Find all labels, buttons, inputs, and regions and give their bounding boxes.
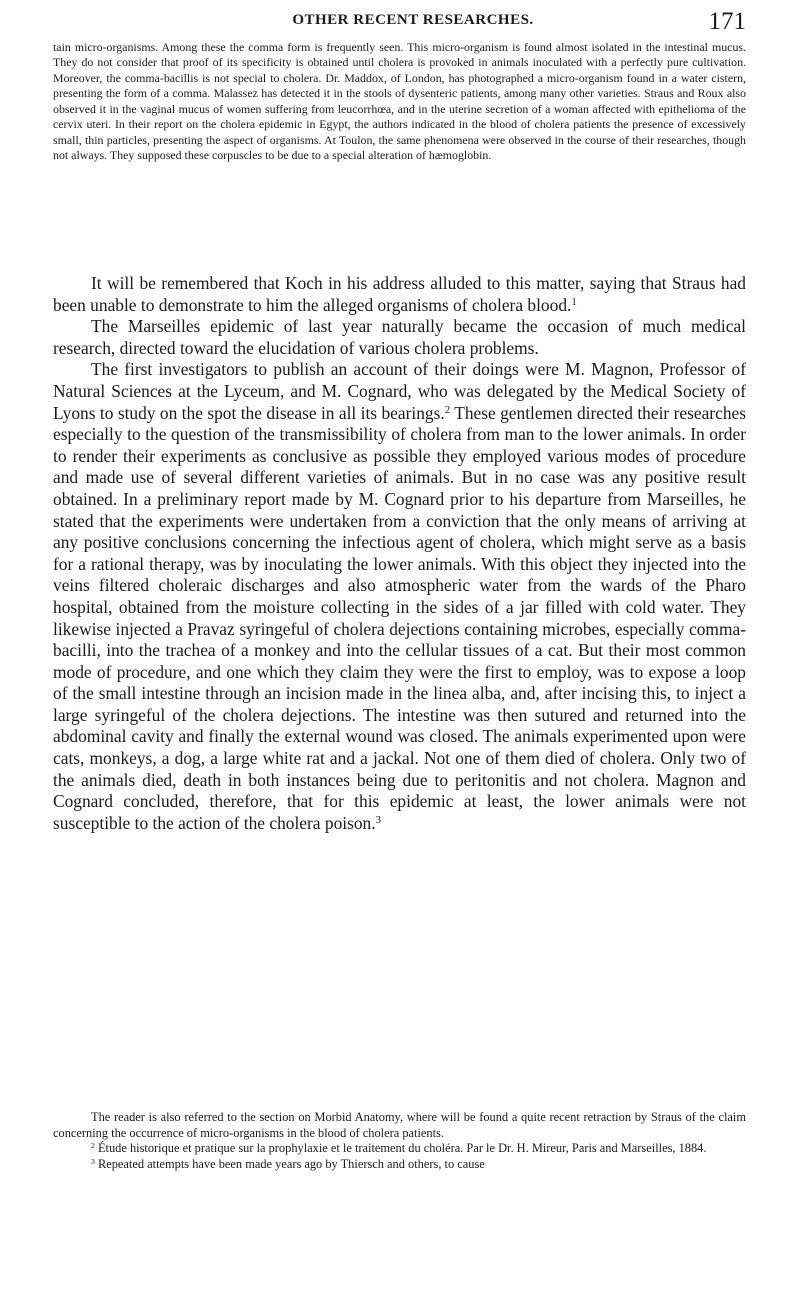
paragraph-text: It will be remembered that Koch in his address alluded to this matter, saying that Straus had been unable to demonstrate to him the alleged organisms of cholera blood.	[53, 273, 746, 315]
paragraph-text: These gentlemen directed their researches especially to the question of the transmissibility of cholera from man to the lower animals. In order to render their experiments as conclusive as possible they employed various modes of procedure and made use of several different varieties of animals. But in no case was any positive result obtained. In a preliminary report made by M. Cognard prior to his departure from Marseilles, he stated that the experiments were undertaken from a conviction that the only means of arriving at any positive conclusions concerning the infectious agent of cholera, which might serve as a basis for a rational therapy, was by inoculating the lower animals. With this object they injected into the veins filtered choleraic discharges and also atmospheric water from the wards of the Pharo hospital, obtained from the moisture collecting in the sides of a jar filled with cold water. They likewise injected a Pravaz syringeful of cholera dejections containing microbes, especially comma-bacilli, into the trachea of a monkey and into the cellular tissues of a cat. But their most common mode of procedure, and one which they claim they were the first to employ, was to expose a loop of the small intestine through an incision made in the linea alba, and, after incising this, to inject a large syringeful of the cholera dejections. The intestine was then sutured and returned into the abdominal cavity and finally the external wound was closed. The animals experimented upon were cats, monkeys, a dog, a large white rat and a jackal. Not one of them died of cholera. Only two of the animals died, death in both instances being due to peritonitis and not cholera. Magnon and Cognard concluded, therefore, that for this epidemic at least, the lower animals were not susceptible to the action of the cholera poison.	[53, 402, 746, 833]
footnote-reference[interactable]: 3	[375, 813, 381, 826]
footnote-marker: 3	[91, 1156, 95, 1166]
paragraph-marseilles-epidemic	[53, 316, 746, 359]
paragraph-text: The first investigators to publish an account of their doings were M. Magnon, Professor of Natural Sciences at the Lyceum, and M. Cognard, who was delegated by the Medical Society of Lyons to study on the spot the disease in all its bearings.	[53, 359, 746, 423]
footnote-1	[53, 1110, 746, 1141]
main-text	[53, 273, 746, 834]
footnote-text: Repeated attempts have been made years ago by Thiersch and others, to cause	[94, 1156, 485, 1171]
paragraph-first-investigators	[53, 359, 746, 834]
page-header	[80, 8, 746, 38]
small-print-continuation	[53, 40, 746, 164]
page-number: 171	[708, 8, 746, 35]
small-print-paragraph: tain micro-organisms. Among these the comma form is frequently seen. This micro-organism is found almost isolated in the intestinal mucus. They do not consider that proof of its specificity is obtained until cholera is provoked in animals inoculated with a perfectly pure cultivation. Moreover, the comma-bacillis is not special to cholera. Dr. Maddox, of London, has photographed a micro-organism found in a water cistern, presenting the form of a comma. Malassez has detected it in the stools of dysenteric patients, among many other varieties. Straus and Roux also observed it in the vaginal mucus of women suffering from leucorrhœa, and in the uterine secretion of a woman affected with epithelioma of the cervix uteri. In their report on the cholera epidemic in Egypt, the authors indicated in the blood of cholera patients the presence of excessively small, thin particles, presenting the aspect of organisms. At Toulon, the same phenomena were observed in the course of their researches, though not always. They supposed these corpuscles to be due to a special alteration of hæmoglobin.	[53, 40, 746, 163]
footnotes	[53, 1110, 746, 1172]
footnote-reference[interactable]: 2	[444, 403, 451, 416]
footnote-marker: 2	[91, 1140, 95, 1150]
paragraph-koch-address	[53, 273, 746, 316]
footnote-2	[53, 1141, 746, 1157]
footnote-text: The reader is also referred to the section on Morbid Anatomy, where will be found a quite recent retraction by Straus of the claim concerning the occurrence of micro-organisms in the blood of cholera patients.	[53, 1110, 746, 1140]
footnote-3	[53, 1157, 746, 1173]
footnote-reference[interactable]: 1	[571, 295, 577, 308]
running-title: OTHER RECENT RESEARCHES.	[292, 12, 534, 28]
footnote-text: Étude historique et pratique sur la prophylaxie et le traitement du choléra. Par le Dr. H. Mireur, Paris and Marseilles, 1884.	[94, 1141, 707, 1156]
footnote-divider	[53, 1104, 746, 1105]
paragraph-text: The Marseilles epidemic of last year naturally became the occasion of much medical research, directed toward the elucidation of various cholera problems.	[53, 316, 746, 358]
